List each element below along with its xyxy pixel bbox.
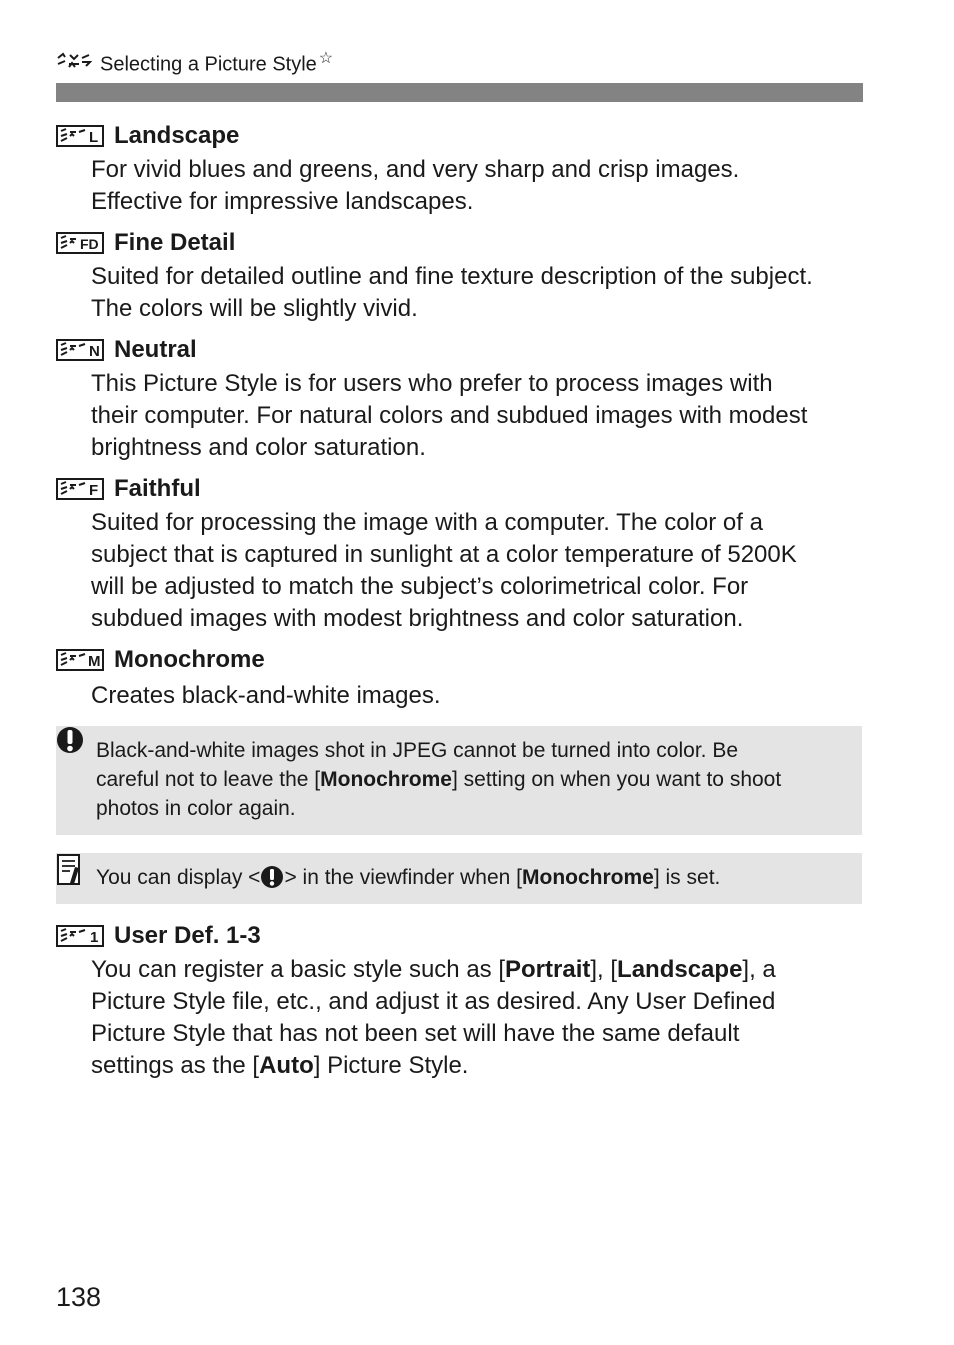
warning-icon — [260, 865, 284, 889]
section-description: Creates black-and-white images. — [91, 682, 441, 709]
memo-note — [56, 853, 862, 904]
header-divider-bar — [56, 83, 863, 102]
section-landscape — [56, 118, 862, 218]
picture-style-icon — [56, 52, 92, 72]
star-icon: ☆ — [318, 49, 334, 67]
section-title: Faithful — [114, 475, 201, 502]
section-title: Landscape — [114, 122, 240, 149]
header-title: Selecting a Picture Style ☆ — [100, 49, 334, 76]
svg-text:F: F — [89, 482, 99, 499]
section-description: Suited for processing the image with a computer. The color of a subject that is captured in sunlight at a color temperature of 5200K will be adjusted to match the subject’s colorimetrical color. For subdued images with modest brightness and color saturation. — [91, 509, 797, 632]
section-neutral — [56, 332, 862, 464]
caution-note — [56, 726, 862, 835]
section-description: Suited for detailed outline and fine texture description of the subject. The colors will be slightly vivid. — [91, 263, 813, 322]
page-number: 138 — [56, 1282, 102, 1312]
section-user-def — [56, 918, 862, 1082]
svg-text:FD: FD — [80, 236, 99, 252]
memo-text: You can display < > in the viewfinder when [Monochrome] is set. — [96, 866, 721, 889]
picture-style-neutral-icon — [56, 339, 104, 361]
picture-style-faithful-icon — [56, 478, 104, 500]
main-content — [56, 118, 862, 1089]
section-title: Neutral — [114, 336, 197, 363]
caution-icon — [56, 726, 86, 756]
section-title: Monochrome — [114, 646, 265, 673]
section-monochrome — [56, 642, 862, 712]
page-header — [56, 48, 333, 76]
picture-style-user-def-icon — [56, 925, 104, 947]
section-description: For vivid blues and greens, and very sharp and crisp images. Effective for impressive landscapes. — [91, 156, 740, 215]
svg-text:N: N — [89, 343, 100, 360]
section-description: This Picture Style is for users who prefer to process images with their computer. For natural colors and subdued images with modest brightness and color saturation. — [91, 370, 808, 461]
picture-style-monochrome-icon — [56, 649, 104, 671]
section-title: User Def. 1-3 — [114, 922, 261, 949]
svg-text:L: L — [89, 129, 99, 146]
section-faithful — [56, 471, 862, 635]
section-description: You can register a basic style such as [Portrait], [Landscape], a Picture Style file, etc., and adjust it as desired. Any User Defined Picture Style that has not been set will have the same default settings as the [Auto] Picture Style. — [91, 956, 776, 1079]
svg-text:1: 1 — [90, 929, 99, 946]
section-title: Fine Detail — [114, 229, 236, 256]
caution-text: Black-and-white images shot in JPEG cannot be turned into color. Be careful not to leave the [Monochrome] setting on when you want to shoot photos in color again. — [96, 739, 782, 820]
memo-note-icon — [56, 853, 84, 887]
section-fine-detail — [56, 225, 862, 325]
picture-style-landscape-icon — [56, 125, 104, 147]
picture-style-fine-detail-icon — [56, 232, 104, 254]
svg-text:M: M — [88, 653, 101, 670]
